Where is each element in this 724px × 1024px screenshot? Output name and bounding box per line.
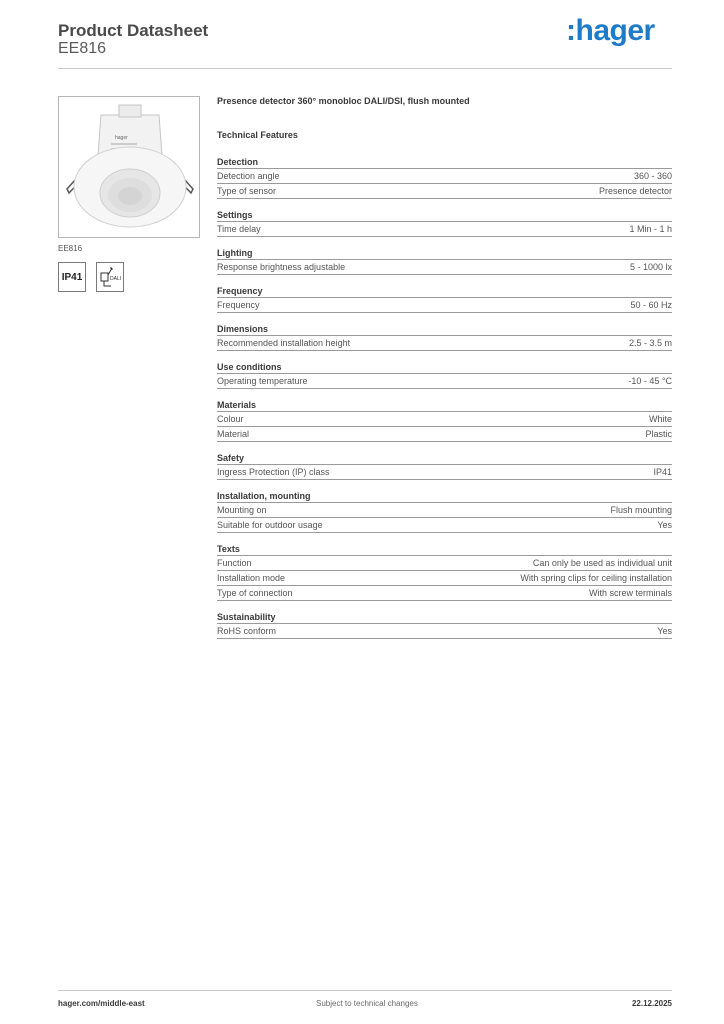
page-title: Product Datasheet — [58, 21, 209, 40]
spec-value: Can only be used as individual unit — [532, 558, 672, 568]
spec-section — [217, 323, 672, 351]
spec-value: -10 - 45 °C — [628, 376, 672, 386]
spec-label: Type of connection — [217, 588, 293, 598]
spec-section-title: Sustainability — [217, 611, 672, 624]
presence-detector-illustration — [59, 97, 199, 237]
spec-row — [217, 374, 672, 389]
spec-section — [217, 285, 672, 313]
spec-section — [217, 156, 672, 199]
spec-label: RoHS conform — [217, 626, 277, 636]
spec-section-title: Lighting — [217, 247, 672, 260]
spec-label: Material — [217, 429, 250, 439]
spec-row — [217, 465, 672, 480]
spec-label: Frequency — [217, 300, 260, 310]
svg-text:DALI: DALI — [110, 276, 122, 282]
spec-value: Flush mounting — [610, 505, 672, 515]
spec-section — [217, 399, 672, 442]
spec-label: Mounting on — [217, 505, 267, 515]
spec-label: Operating temperature — [217, 376, 308, 386]
spec-section-title: Materials — [217, 399, 672, 412]
spec-section — [217, 543, 672, 601]
spec-section-title: Safety — [217, 452, 672, 465]
spec-row — [217, 260, 672, 275]
spec-section-title: Texts — [217, 543, 672, 556]
spec-label: Colour — [217, 414, 244, 424]
spec-section-title: Dimensions — [217, 323, 672, 336]
ip-rating-badge: IP41 — [58, 262, 86, 292]
spec-label: Time delay — [217, 224, 261, 234]
spec-section-title: Settings — [217, 209, 672, 222]
spec-row — [217, 503, 672, 518]
spec-value: 360 - 360 — [633, 171, 672, 181]
spec-row — [217, 427, 672, 442]
spec-section — [217, 452, 672, 480]
spec-label: Installation mode — [217, 573, 286, 583]
specification-table — [217, 156, 672, 649]
spec-row — [217, 298, 672, 313]
spec-row — [217, 518, 672, 533]
dali-icon — [96, 262, 124, 292]
spec-value: Yes — [657, 520, 672, 530]
spec-value: With spring clips for ceiling installation — [520, 573, 672, 583]
footer-date: 22.12.2025 — [631, 999, 672, 1008]
spec-value: White — [648, 414, 672, 424]
product-image — [58, 96, 200, 238]
spec-row — [217, 556, 672, 571]
spec-section — [217, 490, 672, 533]
spec-value: 50 - 60 Hz — [630, 300, 672, 310]
spec-row — [217, 184, 672, 199]
technical-features-heading: Technical Features — [217, 130, 298, 140]
spec-row — [217, 586, 672, 601]
product-code: EE816 — [58, 40, 107, 57]
spec-value: Presence detector — [598, 186, 672, 196]
spec-value: 5 - 1000 lx — [629, 262, 672, 272]
spec-value: 1 Min - 1 h — [629, 224, 672, 234]
spec-label: Ingress Protection (IP) class — [217, 467, 330, 477]
spec-section-title: Detection — [217, 156, 672, 169]
spec-label: Recommended installation height — [217, 338, 351, 348]
header-divider — [58, 68, 672, 69]
spec-row — [217, 169, 672, 184]
hager-logo: :hager — [566, 14, 655, 47]
footer-website[interactable]: hager.com/middle-east — [58, 999, 145, 1008]
spec-section — [217, 209, 672, 237]
spec-value: Plastic — [645, 429, 672, 439]
spec-section-title: Installation, mounting — [217, 490, 672, 503]
spec-section — [217, 247, 672, 275]
spec-value: With screw terminals — [588, 588, 672, 598]
product-description: Presence detector 360° monobloc DALI/DSI, flush mounted — [217, 96, 470, 106]
spec-row — [217, 222, 672, 237]
spec-row — [217, 624, 672, 639]
svg-text:hager: hager — [115, 135, 128, 141]
footer-divider — [58, 990, 672, 991]
spec-row — [217, 412, 672, 427]
spec-section — [217, 611, 672, 639]
spec-row — [217, 336, 672, 351]
spec-value: Yes — [657, 626, 672, 636]
spec-row — [217, 571, 672, 586]
spec-label: Function — [217, 558, 252, 568]
spec-section-title: Frequency — [217, 285, 672, 298]
spec-label: Response brightness adjustable — [217, 262, 346, 272]
spec-label: Detection angle — [217, 171, 280, 181]
image-caption: EE816 — [58, 244, 83, 253]
spec-value: IP41 — [653, 467, 672, 477]
spec-section-title: Use conditions — [217, 361, 672, 374]
spec-label: Type of sensor — [217, 186, 277, 196]
spec-section — [217, 361, 672, 389]
spec-label: Suitable for outdoor usage — [217, 520, 323, 530]
footer-notice: Subject to technical changes — [316, 999, 418, 1008]
spec-value: 2.5 - 3.5 m — [628, 338, 672, 348]
